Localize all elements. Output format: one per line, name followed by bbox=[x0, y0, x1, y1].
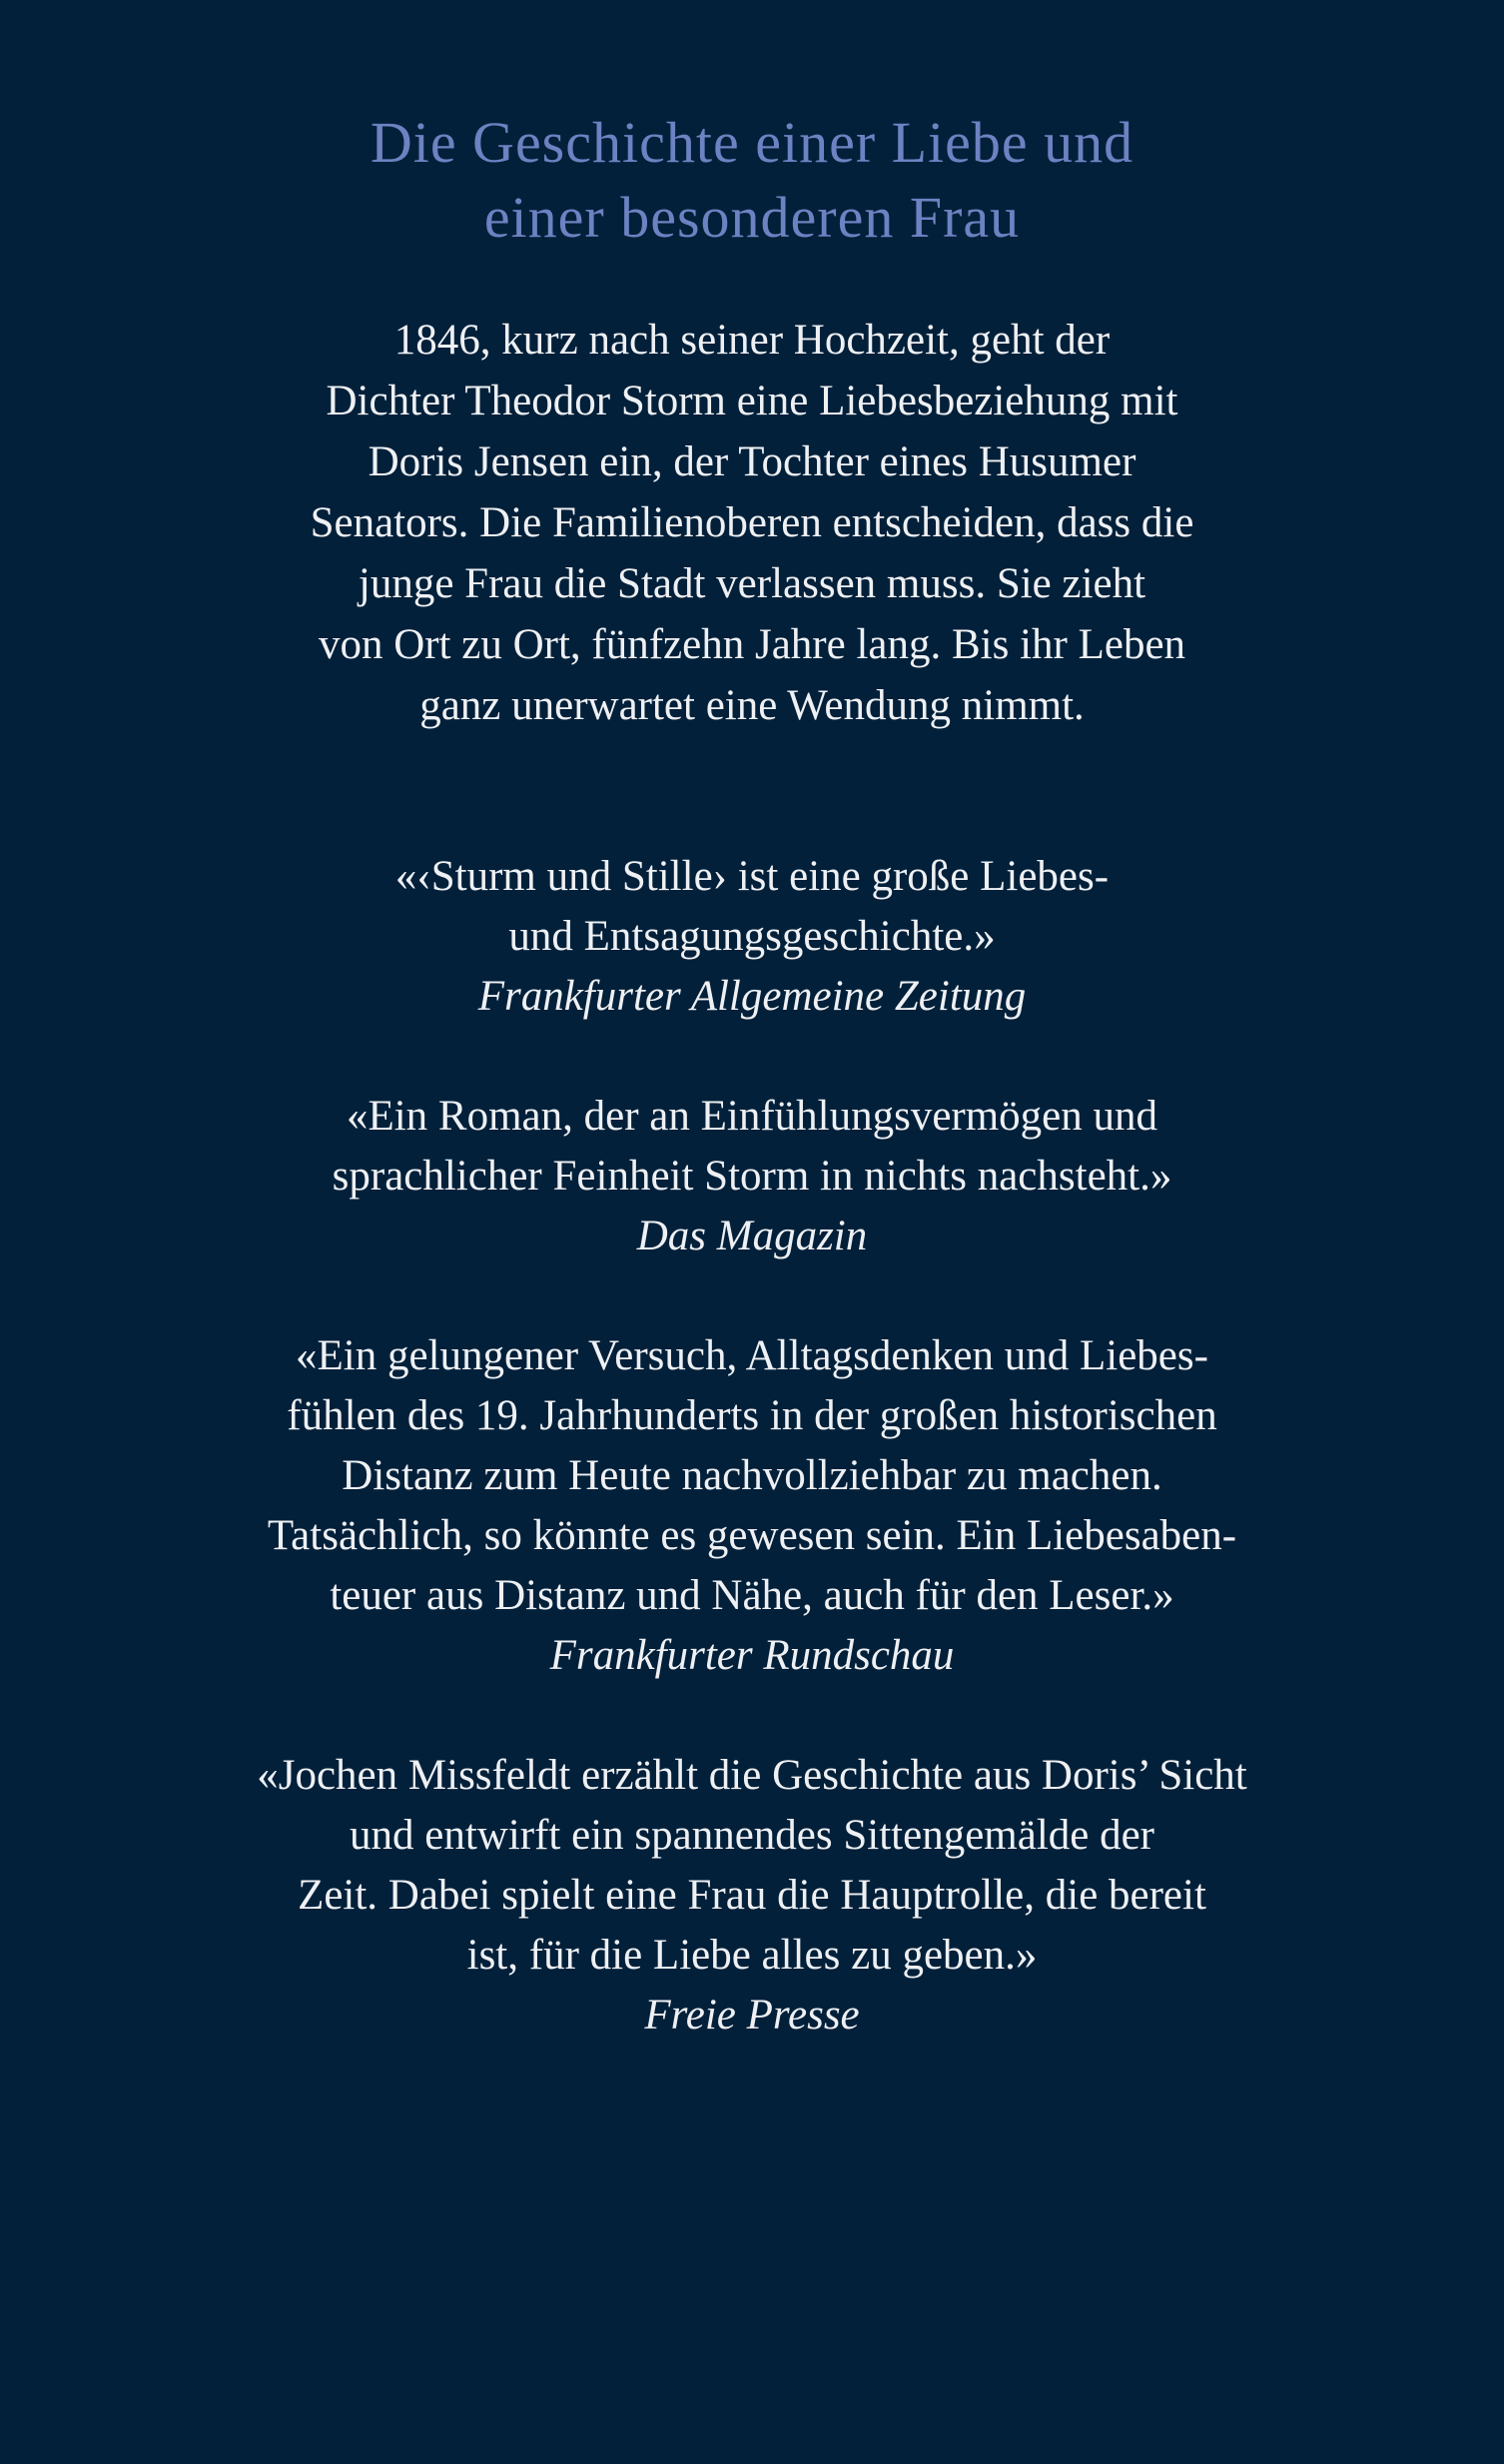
quote-source: Frankfurter Allgemeine Zeitung bbox=[477, 973, 1027, 1020]
quote-line: «‹Sturm und Stille› ist eine große Liebes- bbox=[394, 853, 1110, 900]
review-quote bbox=[0, 1746, 1504, 2046]
synopsis-line: Doris Jensen ein, der Tochter eines Husumer bbox=[368, 438, 1136, 485]
quote-line: sprachlicher Feinheit Storm in nichts nachsteht.» bbox=[332, 1153, 1172, 1200]
synopsis-line: Dichter Theodor Storm eine Liebesbeziehung mit bbox=[326, 378, 1178, 424]
quote-line: Zeit. Dabei spielt eine Frau die Hauptrolle, die bereit bbox=[298, 1872, 1206, 1919]
quote-line: teuer aus Distanz und Nähe, auch für den Leser.» bbox=[330, 1572, 1174, 1619]
quote-line: «Ein Roman, der an Einfühlungsvermögen und bbox=[346, 1093, 1158, 1140]
quote-line: Tatsächlich, so könnte es gewesen sein. Ein Liebesaben- bbox=[267, 1512, 1237, 1559]
quote-source: Das Magazin bbox=[636, 1213, 868, 1259]
quote-line: «Jochen Missfeldt erzählt die Geschichte aus Doris’ Sicht bbox=[257, 1752, 1247, 1799]
quote-line: «Ein gelungener Versuch, Alltagsdenken und Liebes- bbox=[296, 1332, 1208, 1379]
synopsis bbox=[0, 310, 1504, 736]
headline-line: Die Geschichte einer Liebe und bbox=[370, 110, 1134, 175]
synopsis-line: junge Frau die Stadt verlassen muss. Sie zieht bbox=[358, 560, 1146, 607]
quote-line: und entwirft ein spannendes Sittengemälde der bbox=[349, 1812, 1155, 1859]
quote-line: und Entsagungsgeschichte.» bbox=[508, 913, 996, 960]
review-quote bbox=[0, 1326, 1504, 1686]
quote-source: Frankfurter Rundschau bbox=[549, 1632, 955, 1679]
quote-line: fühlen des 19. Jahrhunderts in der großen historischen bbox=[287, 1392, 1217, 1439]
review-quote bbox=[0, 1087, 1504, 1266]
synopsis-line: Senators. Die Familienoberen entscheiden, dass die bbox=[310, 499, 1194, 546]
headline-line: einer besonderen Frau bbox=[483, 185, 1021, 250]
synopsis-line: von Ort zu Ort, fünfzehn Jahre lang. Bis ihr Leben bbox=[318, 621, 1186, 668]
review-quote bbox=[0, 847, 1504, 1027]
quote-line: ist, für die Liebe alles zu geben.» bbox=[466, 1932, 1038, 1979]
quote-source: Freie Presse bbox=[644, 1992, 860, 2039]
synopsis-line: ganz unerwartet eine Wendung nimmt. bbox=[419, 682, 1085, 729]
synopsis-line: 1846, kurz nach seiner Hochzeit, geht der bbox=[393, 317, 1111, 364]
headline bbox=[0, 105, 1504, 255]
quote-line: Distanz zum Heute nachvollziehbar zu machen. bbox=[342, 1452, 1162, 1499]
